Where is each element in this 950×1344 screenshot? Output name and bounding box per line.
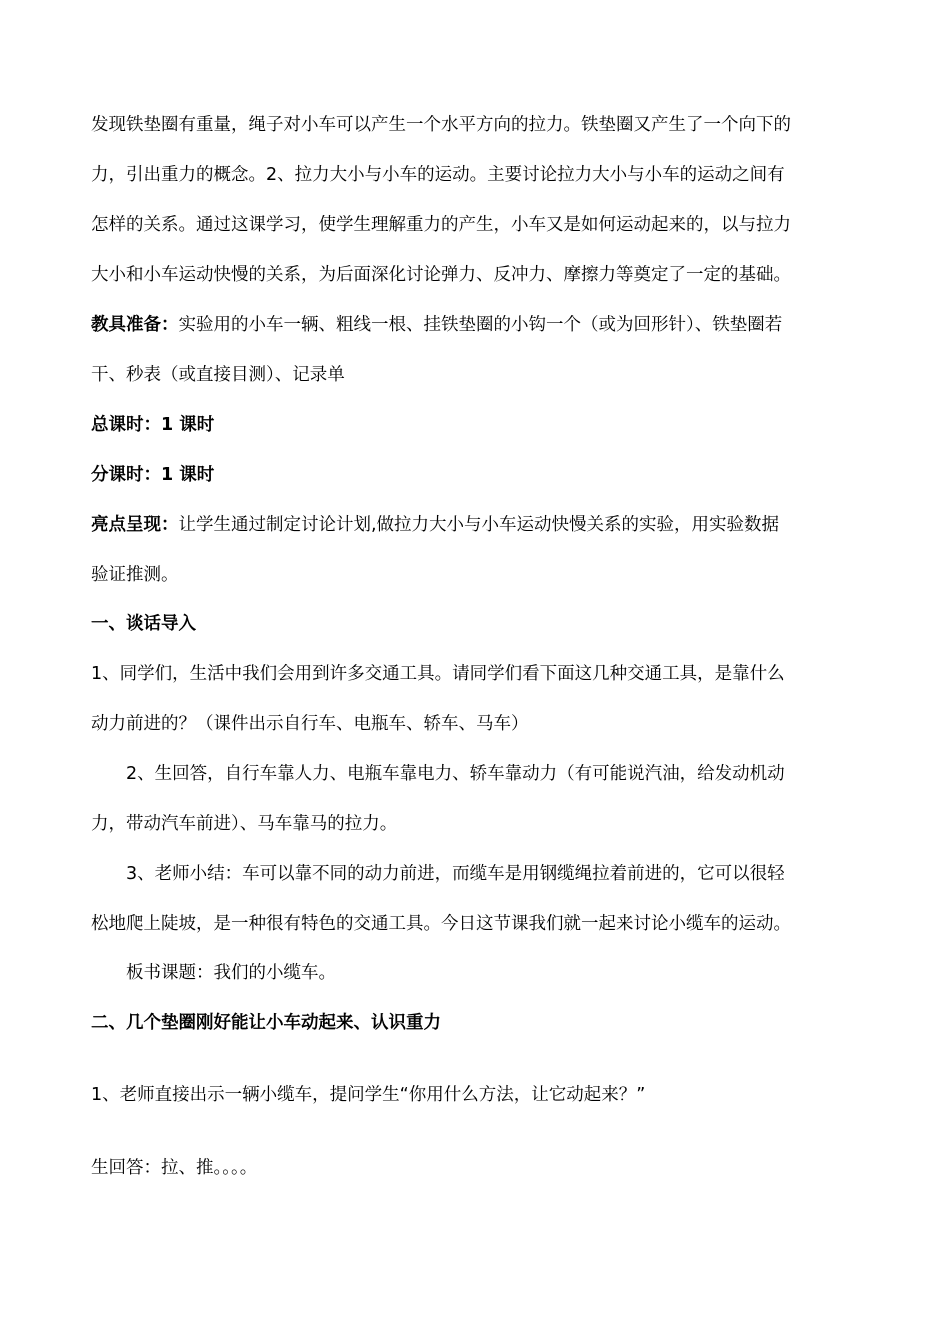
highlights-label: 亮点呈现：: [91, 515, 179, 535]
paragraph-line: 干、秒表（或直接目测）、记录单: [91, 365, 345, 385]
materials-line: 教具准备：实验用的小车一辆、粗线一根、挂铁垫圈的小钩一个（或为回形针）、铁垫圈若: [91, 315, 783, 335]
section-heading-1: 一、谈话导入: [91, 614, 196, 634]
highlights-line: 亮点呈现：让学生通过制定讨论计划,做拉力大小与小车运动快慢关系的实验，用实验数据: [91, 515, 780, 535]
paragraph-line: 力，带动汽车前进）、马车靠马的拉力。: [91, 814, 398, 834]
paragraph-line: 发现铁垫圈有重量，绳子对小车可以产生一个水平方向的拉力。铁垫圈又产生了一个向下的: [91, 115, 791, 135]
materials-label: 教具准备：: [91, 315, 179, 335]
paragraph-line: 大小和小车运动快慢的关系，为后面深化讨论弹力、反冲力、摩擦力等奠定了一定的基础。: [91, 265, 791, 285]
paragraph-line: 生回答：拉、推。。。。: [91, 1158, 258, 1178]
section-heading-2: 二、几个垫圈刚好能让小车动起来、认识重力: [91, 1013, 441, 1033]
paragraph-line: 1、同学们，生活中我们会用到许多交通工具。请同学们看下面这几种交通工具，是靠什么: [91, 664, 785, 684]
paragraph-line: 1、老师直接出示一辆小缆车，提问学生“你用什么方法，让它动起来？”: [91, 1085, 646, 1105]
sub-lessons: 分课时：1 课时: [91, 465, 215, 485]
blackboard-title: 板书课题：我们的小缆车。: [126, 963, 336, 983]
paragraph-line: 3、老师小结：车可以靠不同的动力前进，而缆车是用钢缆绳拉着前进的，它可以很轻: [126, 864, 785, 884]
paragraph-line: 动力前进的？（课件出示自行车、电瓶车、轿车、马车）: [91, 714, 529, 734]
total-lessons: 总课时：1 课时: [91, 415, 215, 435]
paragraph-line: 力，引出重力的概念。2、拉力大小与小车的运动。主要讨论拉力大小与小车的运动之间有: [91, 165, 785, 185]
paragraph-line: 验证推测。: [91, 565, 179, 585]
paragraph-line: 松地爬上陡坡，是一种很有特色的交通工具。今日这节课我们就一起来讨论小缆车的运动。: [91, 914, 791, 934]
paragraph-line: 怎样的关系。通过这课学习，使学生理解重力的产生，小车又是如何运动起来的，以与拉力: [91, 215, 791, 235]
paragraph-line: 2、生回答，自行车靠人力、电瓶车靠电力、轿车靠动力（有可能说汽油，给发动机动: [126, 764, 785, 784]
